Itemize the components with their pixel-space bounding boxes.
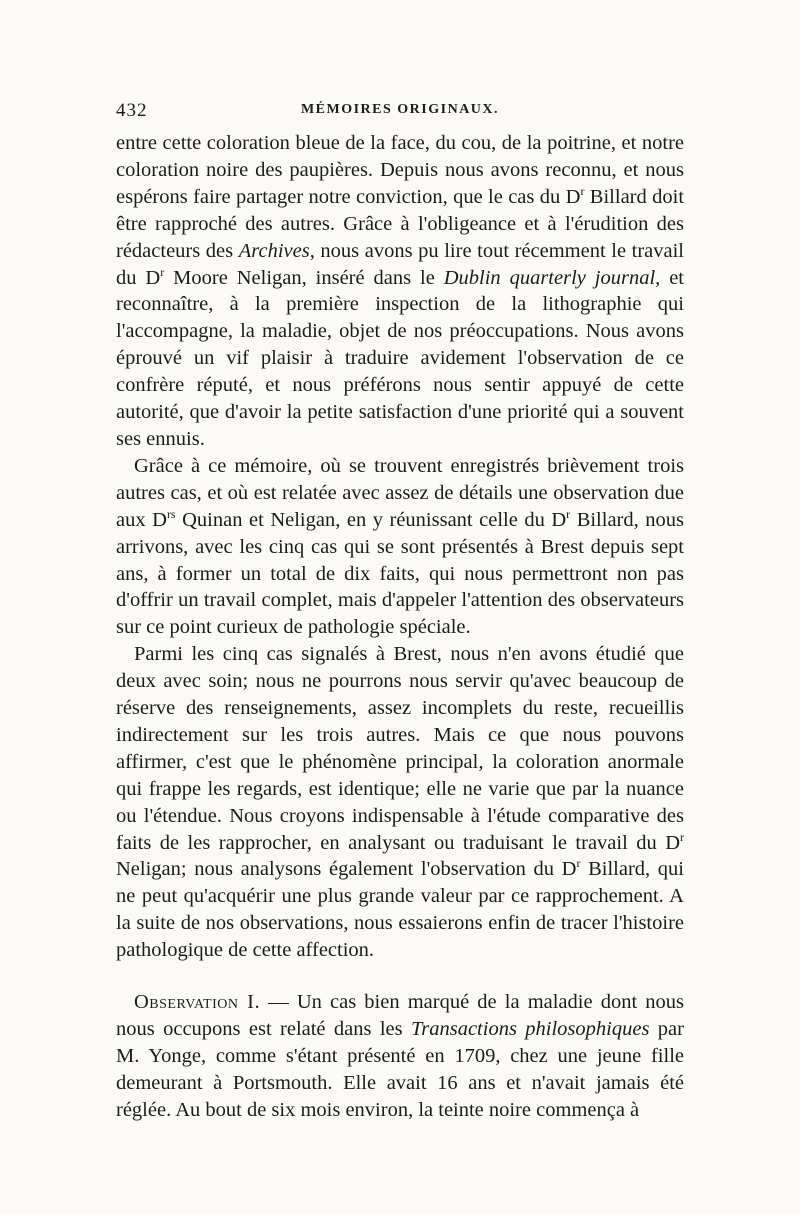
paragraph-3 [116,641,684,964]
text-run: entre cette coloration bleue de la face, du cou, de la poitrine, et notre coloration noire des paupières. Depuis nous avons reconnu, et nous espérons faire partager notre conviction, que le cas du D [116,132,684,208]
text-run: Grâce à ce mémoire, où se trouvent enregistrés brièvement trois autres cas, et où est relatée avec assez de détails une observation due aux D [116,454,684,531]
running-title: MÉMOIRES ORIGINAUX. [300,102,500,117]
text-run: — Un cas bien marqué de la maladie dont nous nous occupons est relaté dans les [116,991,684,1040]
superscript: r [566,506,571,521]
page-number: 432 [116,100,148,121]
superscript: r [576,856,581,871]
paragraph-2 [116,453,684,641]
text-run: Billard, qui ne peut qu'acquérir une plus grande valeur par ce rapprochement. A la suite de nos observations, nous essaierons enfin de tracer l'histoire pathologique de cette affection. [116,858,684,962]
text-run: , nous avons pu lire tout récemment le travail du D [116,239,684,289]
journal-title: Archives [238,239,310,262]
paragraph-1 [116,130,684,453]
text-run: Neligan; nous analysons également l'observation du D [116,858,577,881]
journal-title: Dublin quarterly journal, [443,266,661,289]
book-page [116,100,684,1124]
text-run: Moore Neligan, inséré dans le [164,266,444,289]
text-run: par M. Yonge, comme s'étant présenté en 1709, chez une jeune fille demeurant à Portsmouth. Elle avait 16 ans et n'avait jamais été réglée. Au bout de six mois environ, la teinte noire commença à [116,1018,684,1121]
superscript: rs [166,506,176,521]
superscript: r [160,264,165,279]
page-header [116,100,684,126]
text-run: et reconnaître, à la première inspection de la lithographie qui l'accompagne, la maladie, objet de nos préoccupations. Nous avons éprouvé un vif plaisir à traduire avidement l'observation de ce confrère réputé, et nous préférons nous sentir appuyé de cette autorité, que d'avoir la petite satisfaction d'une priorité qui a souvent ses ennuis. [116,266,685,450]
text-run: Billard doit être rapproché des autres. Grâce à l'obligeance et à l'érudition des rédacteurs des [116,185,685,262]
journal-title: Transactions philosophiques [410,1018,650,1040]
superscript: r [580,183,585,198]
text-run: Parmi les cinq cas signalés à Brest, nous n'en avons étudié que deux avec soin; nous ne pourrons nous servir qu'avec beaucoup de réserve des renseignements, assez incomplets du reste, recueillis indirectement sur les trois autres. Mais ce que nous pouvons affirmer, c'est que le phénomène principal, la coloration anormale qui frappe les regards, est identique; elle ne varie que par la nuance ou l'étendue. Nous croyons indispensable à l'étude comparative des faits de les rapprocher, en analysant ou traduisant le travail du D [116,643,684,854]
observation-heading: Observation I. [134,991,261,1014]
superscript: r [680,829,684,844]
text-run: Quinan et Neligan, en y réunissant celle du D [175,508,567,531]
text-run: Billard, nous arrivons, avec les cinq cas qui se sont présentés à Brest depuis sept ans, à former un total de dix faits, qui nous permettront non pas d'offrir un travail complet, mais d'appeler l'attention des observateurs sur ce point curieux de pathologie spéciale. [116,508,685,639]
observation-1-paragraph [116,989,684,1124]
section-gap [116,964,684,989]
